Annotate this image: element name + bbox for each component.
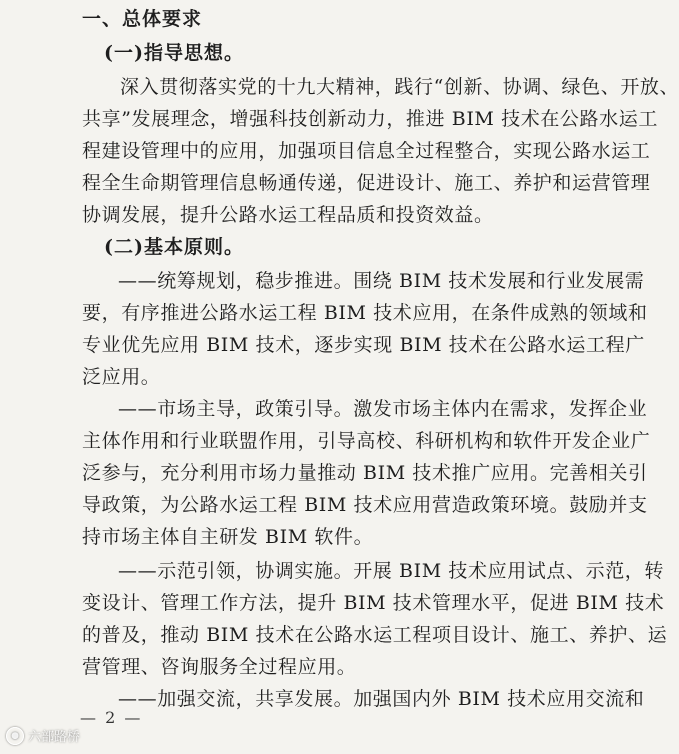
watermark-text: 六部路桥 xyxy=(28,730,81,745)
paragraph-line: 深入贯彻落实党的十九大精神，践行“创新、协调、绿色、开放、 xyxy=(120,76,679,98)
paragraph-line: 泛应用。 xyxy=(82,366,161,388)
subsection-heading-guiding-ideology: (一)指导思想。 xyxy=(104,42,244,64)
paragraph-line: ——市场主导，政策引导。激发市场主体内在需求，发挥企业 xyxy=(118,398,648,420)
paragraph-line: 主体作用和行业联盟作用，引导高校、科研机构和软件开发企业广 xyxy=(82,430,651,452)
paragraph-line: 的普及，推动 BIM 技术在公路水运工程项目设计、施工、养护、运 xyxy=(82,624,668,646)
paragraph-line: ——加强交流，共享发展。加强国内外 BIM 技术应用交流和 xyxy=(118,688,645,710)
paragraph-line: ——统筹规划，稳步推进。围绕 BIM 技术发展和行业发展需 xyxy=(118,270,645,292)
paragraph-line: 程全生命期管理信息畅通传递，促进设计、施工、养护和运营管理 xyxy=(82,172,651,194)
paragraph-line: 导政策，为公路水运工程 BIM 技术应用营造政策环境。鼓励并支 xyxy=(82,494,648,516)
paragraph-line: 变设计、管理工作方法，提升 BIM 技术管理水平，促进 BIM 技术 xyxy=(82,592,665,614)
wechat-like-logo-icon: ● xyxy=(6,727,24,745)
paragraph-line: 程建设管理中的应用，加强项目信息全过程整合，实现公路水运工 xyxy=(82,140,651,162)
watermark xyxy=(6,726,80,745)
paragraph-line: 协调发展，提升公路水运工程品质和投资效益。 xyxy=(82,204,494,226)
page-number: — 2 — xyxy=(80,708,143,727)
paragraph-line: 泛参与，充分利用市场力量推动 BIM 技术推广应用。完善相关引 xyxy=(82,462,648,484)
paragraph-line: 共享”发展理念，增强科技创新动力，推进 BIM 技术在公路水运工 xyxy=(82,108,658,130)
section-heading: 一、总体要求 xyxy=(82,8,203,30)
subsection-heading-basic-principles: (二)基本原则。 xyxy=(104,236,244,258)
paragraph-line: 专业优先应用 BIM 技术，逐步实现 BIM 技术在公路水运工程广 xyxy=(82,334,645,356)
paragraph-line: 营管理、咨询服务全过程应用。 xyxy=(82,656,357,678)
paragraph-line: 持市场主体自主研发 BIM 软件。 xyxy=(82,526,374,548)
paragraph-line: ——示范引领，协调实施。开展 BIM 技术应用试点、示范，转 xyxy=(118,560,665,582)
paragraph-line: 要，有序推进公路水运工程 BIM 技术应用，在条件成熟的领域和 xyxy=(82,302,648,324)
